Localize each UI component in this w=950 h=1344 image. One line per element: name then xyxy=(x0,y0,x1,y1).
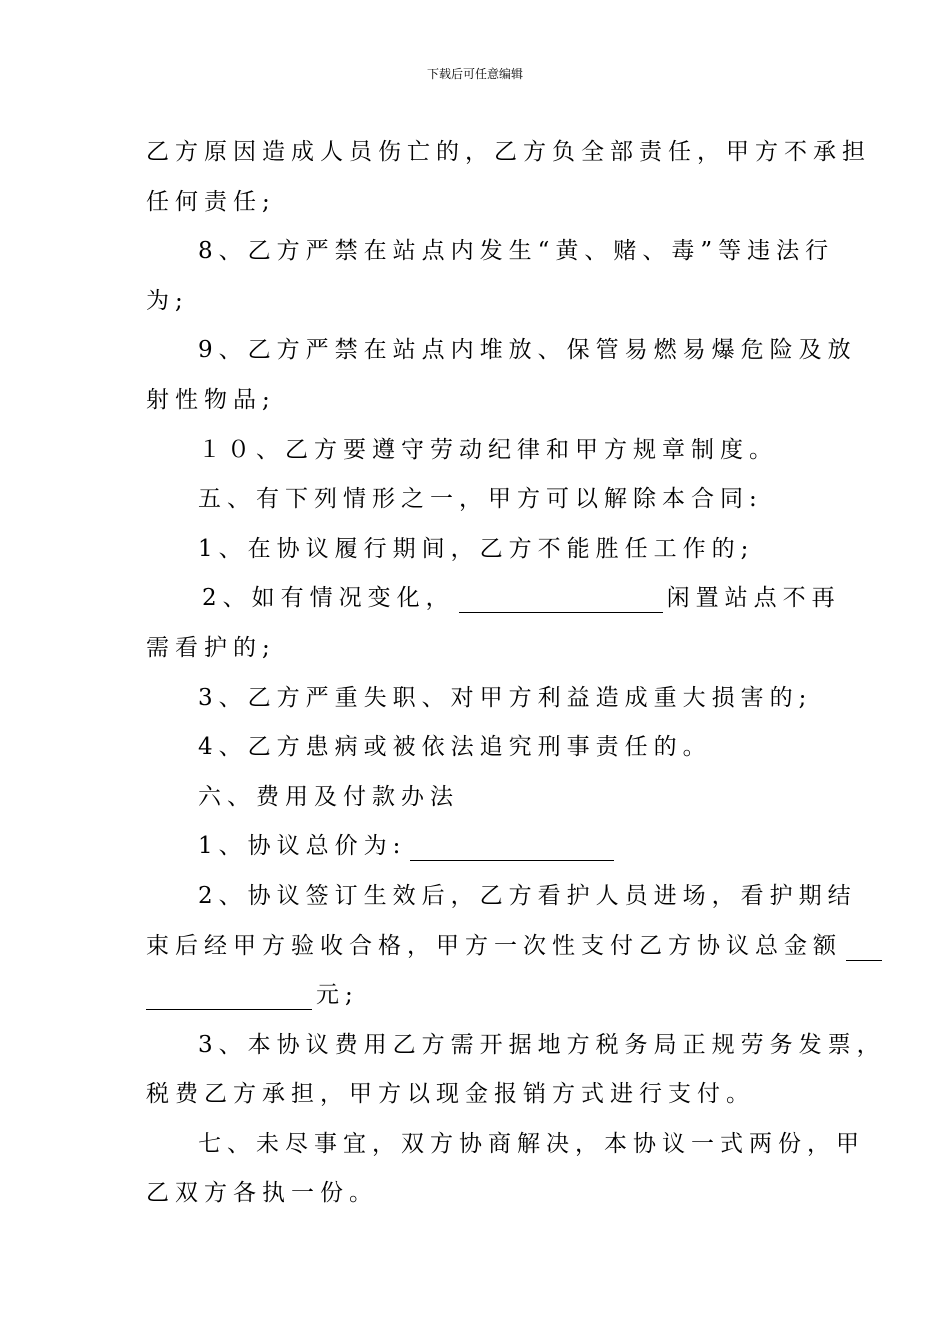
page-header: 下载后可任意编辑 xyxy=(426,67,523,81)
termination-item-2 xyxy=(146,574,841,624)
clause-9: 9、乙方严禁在站点内堆放、保管易燃易爆危险及放 xyxy=(198,337,857,364)
termination-item-3: 3、乙方严重失职、对甲方利益造成重大损害的; xyxy=(198,684,813,711)
fill-in-blank[interactable] xyxy=(459,580,663,613)
text-fragment: 闲置站点不再 xyxy=(666,585,841,612)
section-5-heading: 五、有下列情形之一，甲方可以解除本合同: xyxy=(198,486,763,513)
termination-item-4: 4、乙方患病或被依法追究刑事责任的。 xyxy=(198,734,712,761)
payment-item-1 xyxy=(146,822,814,872)
total-amount-blank-start[interactable] xyxy=(846,928,882,961)
payment-item-2: 2、协议签订生效后，乙方看护人员进场，看护期结 xyxy=(198,882,857,909)
text-fragment: 2、如有情况变化， xyxy=(202,585,455,612)
text-line: 为; xyxy=(146,287,189,314)
total-amount-blank-end[interactable] xyxy=(146,977,312,1010)
total-price-blank[interactable] xyxy=(410,828,614,861)
termination-item-1: 1、在协议履行期间，乙方不能胜任工作的; xyxy=(198,535,755,562)
text-fragment: 束后经甲方验收合格，甲方一次性支付乙方协议总金额 xyxy=(146,932,842,959)
section-7-heading: 七、未尽事宜，双方协商解决，本协议一式两份，甲 xyxy=(198,1130,865,1157)
text-line: 乙双方各执一份。 xyxy=(146,1180,378,1207)
text-line xyxy=(146,922,842,972)
contract-body xyxy=(146,128,886,1219)
section-6-heading: 六、费用及付款办法 xyxy=(198,783,459,810)
text-line: 需看护的; xyxy=(146,634,276,661)
text-fragment: 元; xyxy=(316,982,359,1009)
text-line xyxy=(146,971,814,1021)
text-line: 射性物品; xyxy=(146,386,276,413)
payment-item-3: 3、本协议费用乙方需开据地方税务局正规劳务发票， xyxy=(198,1031,886,1058)
text-line: 任何责任; xyxy=(146,188,276,215)
clause-8: 8、乙方严禁在站点内发生“黄、赌、毒”等违法行 xyxy=(198,238,835,265)
clause-10: １０、乙方要遵守劳动纪律和甲方规章制度。 xyxy=(198,436,778,463)
text-fragment: 1、协议总价为: xyxy=(198,833,407,860)
text-line: 税费乙方承担，甲方以现金报销方式进行支付。 xyxy=(146,1081,755,1108)
text-line: 乙方原因造成人员伤亡的，乙方负全部责任，甲方不承担 xyxy=(146,139,871,165)
